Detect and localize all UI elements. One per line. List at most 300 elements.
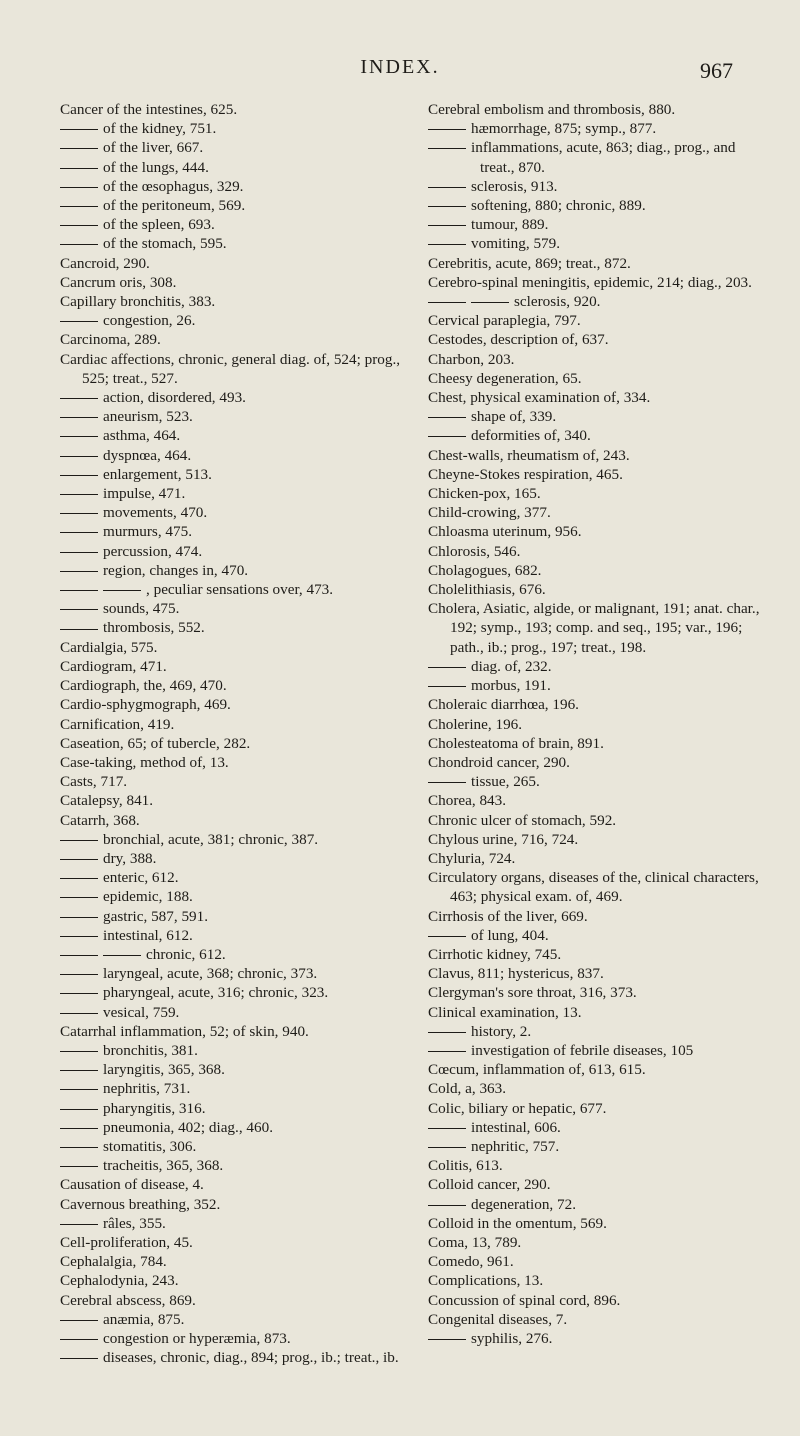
repeat-dash	[103, 590, 141, 591]
entry-text: of the lungs, 444.	[103, 158, 209, 176]
repeat-dash	[428, 1339, 466, 1340]
index-entry	[428, 1156, 773, 1175]
entry-text: Catalepsy, 841.	[60, 792, 154, 810]
entry-text: Chloasma uterinum, 956.	[428, 523, 582, 541]
repeat-dash	[428, 1205, 466, 1206]
index-entry	[428, 350, 773, 369]
index-subentry	[90, 599, 405, 618]
index-subentry	[90, 522, 405, 541]
entry-text: Clergyman's sore throat, 316, 373.	[428, 984, 637, 1002]
repeat-dash	[60, 1358, 98, 1359]
index-subentry	[90, 618, 405, 637]
entry-text: Cheesy degeneration, 65.	[428, 369, 582, 387]
entry-text: tumour, 889.	[471, 216, 549, 234]
repeat-dash	[428, 1051, 466, 1052]
entry-text: laryngeal, acute, 368; chronic, 373.	[103, 965, 318, 983]
entry-text: aneurism, 523.	[103, 408, 193, 426]
repeat-dash	[60, 1147, 98, 1148]
entry-text: chronic, 612.	[146, 945, 226, 963]
entry-text: Carnification, 419.	[60, 715, 175, 733]
repeat-dash	[60, 590, 98, 591]
repeat-dash	[428, 667, 466, 668]
entry-text: Cerebro-spinal meningitis, epidemic, 214; diag., 203.	[428, 273, 752, 291]
index-subentry	[90, 446, 405, 465]
entry-text: degeneration, 72.	[471, 1195, 577, 1213]
index-subentry	[458, 1118, 773, 1137]
entry-text: Cephalalgia, 784.	[60, 1253, 167, 1271]
entry-text: Cestodes, description of, 637.	[428, 331, 609, 349]
index-entry	[428, 599, 773, 657]
entry-text: of the œsophagus, 329.	[103, 177, 244, 195]
repeat-dash	[471, 302, 509, 303]
repeat-dash	[60, 1320, 98, 1321]
index-subentry	[458, 926, 773, 945]
entry-text: congestion, 26.	[103, 312, 196, 330]
entry-text: murmurs, 475.	[103, 523, 193, 541]
repeat-dash	[60, 955, 98, 956]
repeat-dash	[428, 206, 466, 207]
index-subentry	[90, 215, 405, 234]
index-subentry	[120, 945, 405, 964]
entry-text: Cardiac affections, chronic, general diag. of, 524; prog., 525; treat., 527.	[60, 350, 401, 387]
index-subentry	[458, 772, 773, 791]
entry-text: diag. of, 232.	[471, 657, 552, 675]
index-entry	[428, 522, 773, 541]
index-entry	[60, 1252, 405, 1271]
repeat-dash	[428, 187, 466, 188]
index-subentry	[90, 964, 405, 983]
index-entry	[428, 1214, 773, 1233]
repeat-dash	[428, 244, 466, 245]
entry-text: intestinal, 606.	[471, 1118, 561, 1136]
index-entry	[428, 1271, 773, 1290]
index-subentry	[90, 907, 405, 926]
entry-text: history, 2.	[471, 1022, 532, 1040]
entry-text: Colloid in the omentum, 569.	[428, 1214, 607, 1232]
index-entry	[60, 1022, 405, 1041]
entry-text: bronchial, acute, 381; chronic, 387.	[103, 830, 319, 848]
index-entry	[60, 1291, 405, 1310]
repeat-dash	[60, 417, 98, 418]
entry-text: Cold, a, 363.	[428, 1080, 507, 1098]
entry-text: Catarrhal inflammation, 52; of skin, 940.	[60, 1022, 309, 1040]
index-entry	[428, 1079, 773, 1098]
index-entry	[428, 964, 773, 983]
entry-text: Congenital diseases, 7.	[428, 1310, 568, 1328]
entry-text: Cavernous breathing, 352.	[60, 1195, 221, 1213]
index-subentry	[458, 657, 773, 676]
repeat-dash	[60, 1128, 98, 1129]
repeat-dash	[428, 148, 466, 149]
entry-text: Cancrum oris, 308.	[60, 273, 177, 291]
repeat-dash	[428, 225, 466, 226]
index-entry	[428, 849, 773, 868]
entry-text: of lung, 404.	[471, 926, 549, 944]
entry-text: Cardiogram, 471.	[60, 657, 167, 675]
index-subentry	[458, 1137, 773, 1156]
index-entry	[428, 273, 773, 292]
index-subentry	[90, 177, 405, 196]
repeat-dash	[60, 936, 98, 937]
entry-text: movements, 470.	[103, 504, 208, 522]
repeat-dash	[428, 436, 466, 437]
repeat-dash	[60, 609, 98, 610]
index-subentry	[90, 1156, 405, 1175]
entry-text: tissue, 265.	[471, 773, 540, 791]
index-entry	[428, 446, 773, 465]
entry-text: enteric, 612.	[103, 869, 179, 887]
index-entry	[60, 100, 405, 119]
entry-text: shape of, 339.	[471, 408, 557, 426]
entry-text: asthma, 464.	[103, 427, 181, 445]
entry-text: sounds, 475.	[103, 600, 180, 618]
index-entry	[428, 1310, 773, 1329]
index-entry	[60, 638, 405, 657]
repeat-dash	[60, 629, 98, 630]
entry-text: Complications, 13.	[428, 1272, 544, 1290]
index-subentry	[90, 926, 405, 945]
entry-text: Cholerine, 196.	[428, 715, 523, 733]
entry-text: Cardialgia, 575.	[60, 638, 158, 656]
index-subentry	[458, 1195, 773, 1214]
entry-text: Cephalodynia, 243.	[60, 1272, 179, 1290]
entry-text: Cirrhotic kidney, 745.	[428, 945, 562, 963]
index-subentry	[90, 1079, 405, 1098]
index-subentry	[90, 1137, 405, 1156]
entry-text: Coma, 13, 789.	[428, 1233, 522, 1251]
index-entry	[428, 830, 773, 849]
index-entry	[428, 907, 773, 926]
entry-text: Cholesteatoma of brain, 891.	[428, 734, 604, 752]
repeat-dash	[60, 436, 98, 437]
entry-text: Carcinoma, 289.	[60, 331, 161, 349]
repeat-dash	[60, 859, 98, 860]
entry-text: anæmia, 875.	[103, 1310, 185, 1328]
entry-text: stomatitis, 306.	[103, 1137, 197, 1155]
entry-text: region, changes in, 470.	[103, 561, 249, 579]
index-entry	[60, 1195, 405, 1214]
index-entry	[60, 811, 405, 830]
index-entry	[428, 695, 773, 714]
index-entry	[60, 292, 405, 311]
index-subentry	[90, 234, 405, 253]
index-subentry	[458, 407, 773, 426]
index-subentry	[90, 138, 405, 157]
entry-text: Cancer of the intestines, 625.	[60, 101, 238, 118]
index-subentry	[90, 561, 405, 580]
index-entry	[428, 945, 773, 964]
repeat-dash	[60, 244, 98, 245]
entry-text: Cardiograph, the, 469, 470.	[60, 677, 227, 695]
repeat-dash	[60, 532, 98, 533]
index-entry	[60, 791, 405, 810]
repeat-dash	[60, 1109, 98, 1110]
entry-text: Capillary bronchitis, 383.	[60, 293, 216, 311]
repeat-dash	[60, 168, 98, 169]
entry-text: Cerebritis, acute, 869; treat., 872.	[428, 254, 631, 272]
index-entry	[428, 791, 773, 810]
entry-text: Cholagogues, 682.	[428, 561, 542, 579]
repeat-dash	[60, 1224, 98, 1225]
index-entry	[428, 1252, 773, 1271]
index-entry	[60, 734, 405, 753]
entry-text: Chlorosis, 546.	[428, 542, 521, 560]
index-entry	[60, 1271, 405, 1290]
index-subentry	[90, 868, 405, 887]
index-subentry	[458, 1022, 773, 1041]
index-entry	[428, 330, 773, 349]
repeat-dash	[60, 148, 98, 149]
repeat-dash	[428, 417, 466, 418]
entry-text: gastric, 587, 591.	[103, 907, 209, 925]
entry-text: Chronic ulcer of stomach, 592.	[428, 811, 617, 829]
entry-text: Chorea, 843.	[428, 792, 507, 810]
entry-text: Chyluria, 724.	[428, 849, 516, 867]
index-subentry	[90, 465, 405, 484]
index-column-left	[60, 100, 405, 1367]
index-entry	[428, 1233, 773, 1252]
index-subentry	[90, 1041, 405, 1060]
index-entry	[428, 1291, 773, 1310]
index-subentry	[458, 138, 773, 176]
index-entry	[428, 311, 773, 330]
index-subentry	[90, 388, 405, 407]
entry-text: action, disordered, 493.	[103, 389, 246, 407]
repeat-dash	[60, 917, 98, 918]
entry-text: Cœcum, inflammation of, 613, 615.	[428, 1061, 646, 1079]
repeat-dash	[60, 552, 98, 553]
entry-text: Casts, 717.	[60, 773, 128, 791]
index-entry	[428, 254, 773, 273]
index-entry	[428, 542, 773, 561]
entry-text: Cerebral abscess, 869.	[60, 1291, 196, 1309]
entry-text: diseases, chronic, diag., 894; prog., ib.; treat., ib.	[103, 1349, 399, 1367]
index-entry	[60, 330, 405, 349]
entry-text: râles, 355.	[103, 1214, 166, 1232]
entry-text: Cervical paraplegia, 797.	[428, 312, 581, 330]
index-subentry	[90, 1310, 405, 1329]
repeat-dash	[60, 321, 98, 322]
entry-text: Caseation, 65; of tubercle, 282.	[60, 734, 251, 752]
entry-text: bronchitis, 381.	[103, 1041, 198, 1059]
entry-text: percussion, 474.	[103, 542, 203, 560]
index-subentry	[90, 983, 405, 1002]
entry-text: , peculiar sensations over, 473.	[146, 581, 334, 599]
repeat-dash	[60, 129, 98, 130]
entry-text: Chylous urine, 716, 724.	[428, 830, 579, 848]
repeat-dash	[60, 1089, 98, 1090]
index-subentry	[458, 196, 773, 215]
entry-text: Cirrhosis of the liver, 669.	[428, 907, 588, 925]
entry-text: nephritis, 731.	[103, 1080, 191, 1098]
index-subentry	[90, 311, 405, 330]
index-entry	[60, 1175, 405, 1194]
index-entry	[60, 273, 405, 292]
index-entry	[428, 484, 773, 503]
entry-text: morbus, 191.	[471, 677, 551, 695]
entry-text: sclerosis, 913.	[471, 177, 558, 195]
index-subentry	[90, 1003, 405, 1022]
index-subentry	[458, 1329, 773, 1348]
entry-text: Cardio-sphygmograph, 469.	[60, 696, 231, 714]
entry-text: Case-taking, method of, 13.	[60, 753, 229, 771]
repeat-dash	[60, 974, 98, 975]
entry-text: syphilis, 276.	[471, 1330, 553, 1347]
entry-text: Concussion of spinal cord, 896.	[428, 1291, 621, 1309]
entry-text: of the kidney, 751.	[103, 120, 217, 138]
repeat-dash	[60, 571, 98, 572]
entry-text: pharyngeal, acute, 316; chronic, 323.	[103, 984, 329, 1002]
entry-text: Cholera, Asiatic, algide, or malignant, 191; anat. char., 192; symp., 193; comp. and seq., 195; var., 196; path., ib.; prog., 197; treat., 198.	[428, 600, 760, 656]
index-subentry	[90, 1329, 405, 1348]
index-entry	[428, 1099, 773, 1118]
index-entry	[428, 561, 773, 580]
repeat-dash	[60, 187, 98, 188]
index-subentry	[90, 1099, 405, 1118]
entry-text: investigation of febrile diseases, 105	[471, 1041, 694, 1059]
repeat-dash	[60, 878, 98, 879]
index-entry	[60, 695, 405, 714]
entry-text: intestinal, 612.	[103, 926, 193, 944]
repeat-dash	[60, 513, 98, 514]
index-entry	[428, 580, 773, 599]
index-entry	[428, 465, 773, 484]
index-subentry	[90, 542, 405, 561]
entry-text: Cheyne-Stokes respiration, 465.	[428, 465, 623, 483]
index-subentry	[90, 503, 405, 522]
index-entry	[428, 1175, 773, 1194]
repeat-dash	[60, 840, 98, 841]
entry-text: Clavus, 811; hystericus, 837.	[428, 965, 604, 983]
index-entry	[428, 811, 773, 830]
entry-text: Cholelithiasis, 676.	[428, 581, 546, 599]
entry-text: Clinical examination, 13.	[428, 1003, 582, 1021]
entry-text: vesical, 759.	[103, 1003, 180, 1021]
repeat-dash	[60, 993, 98, 994]
index-entry	[60, 772, 405, 791]
entry-text: impulse, 471.	[103, 485, 186, 503]
index-subentry	[458, 676, 773, 695]
index-entry	[60, 715, 405, 734]
index-subentry	[90, 158, 405, 177]
index-entry	[428, 100, 773, 119]
entry-text: Colloid cancer, 290.	[428, 1176, 551, 1194]
entry-text: deformities of, 340.	[471, 427, 591, 445]
entry-text: Child-crowing, 377.	[428, 504, 551, 522]
entry-text: pharyngitis, 316.	[103, 1099, 206, 1117]
index-entry	[428, 868, 773, 906]
entry-text: laryngitis, 365, 368.	[103, 1061, 225, 1079]
repeat-dash	[428, 302, 466, 303]
entry-text: thrombosis, 552.	[103, 619, 205, 637]
index-subentry	[90, 887, 405, 906]
index-subentry	[90, 1060, 405, 1079]
repeat-dash	[428, 782, 466, 783]
repeat-dash	[428, 686, 466, 687]
entry-text: softening, 880; chronic, 889.	[471, 197, 646, 215]
index-subentry	[120, 580, 405, 599]
index-entry	[428, 715, 773, 734]
index-entry	[60, 657, 405, 676]
index-column-right	[428, 100, 773, 1348]
repeat-dash	[60, 1070, 98, 1071]
index-subentry	[90, 196, 405, 215]
entry-text: Choleraic diarrhœa, 196.	[428, 696, 579, 714]
index-subentry	[90, 1118, 405, 1137]
repeat-dash	[60, 1013, 98, 1014]
entry-text: sclerosis, 920.	[514, 293, 601, 311]
repeat-dash	[428, 936, 466, 937]
entry-text: Colic, biliary or hepatic, 677.	[428, 1099, 607, 1117]
entry-text: Colitis, 613.	[428, 1157, 503, 1175]
index-entry	[428, 369, 773, 388]
repeat-dash	[60, 494, 98, 495]
entry-text: Charbon, 203.	[428, 350, 515, 368]
entry-text: pneumonia, 402; diag., 460.	[103, 1118, 273, 1136]
entry-text: Cell-proliferation, 45.	[60, 1233, 193, 1251]
index-subentry	[458, 119, 773, 138]
entry-text: dry, 388.	[103, 849, 157, 867]
index-subentry	[90, 830, 405, 849]
repeat-dash	[60, 897, 98, 898]
repeat-dash	[428, 1147, 466, 1148]
entry-text: of the peritoneum, 569.	[103, 197, 246, 215]
page-title: INDEX.	[360, 56, 440, 78]
index-entry	[428, 1060, 773, 1079]
entry-text: of the liver, 667.	[103, 139, 204, 157]
index-subentry	[90, 1348, 405, 1367]
entry-text: of the stomach, 595.	[103, 235, 227, 253]
index-entry	[428, 388, 773, 407]
entry-text: dyspnœa, 464.	[103, 446, 192, 464]
index-entry	[60, 676, 405, 695]
repeat-dash	[60, 206, 98, 207]
index-entry	[60, 753, 405, 772]
entry-text: tracheitis, 365, 368.	[103, 1157, 224, 1175]
index-subentry	[488, 292, 773, 311]
index-subentry	[458, 426, 773, 445]
index-subentry	[90, 849, 405, 868]
index-entry	[428, 1003, 773, 1022]
repeat-dash	[428, 1032, 466, 1033]
index-entry	[60, 1233, 405, 1252]
entry-text: Catarrh, 368.	[60, 811, 140, 829]
entry-text: Chest-walls, rheumatism of, 243.	[428, 446, 630, 464]
index-subentry	[90, 484, 405, 503]
repeat-dash	[428, 1128, 466, 1129]
repeat-dash	[103, 955, 141, 956]
index-subentry	[458, 234, 773, 253]
index-entry	[428, 734, 773, 753]
entry-text: Circulatory organs, diseases of the, clinical characters, 463; physical exam. of, 469.	[428, 869, 759, 906]
repeat-dash	[60, 225, 98, 226]
index-entry	[428, 503, 773, 522]
repeat-dash	[60, 1339, 98, 1340]
entry-text: of the spleen, 693.	[103, 216, 215, 234]
entry-text: nephritic, 757.	[471, 1137, 560, 1155]
entry-text: Cancroid, 290.	[60, 254, 150, 272]
index-entry	[428, 983, 773, 1002]
index-entry	[428, 753, 773, 772]
entry-text: Comedo, 961.	[428, 1253, 514, 1271]
entry-text: enlargement, 513.	[103, 465, 212, 483]
index-subentry	[90, 1214, 405, 1233]
entry-text: vomiting, 579.	[471, 235, 561, 253]
index-subentry	[90, 426, 405, 445]
repeat-dash	[428, 129, 466, 130]
entry-text: hæmorrhage, 875; symp., 877.	[471, 120, 657, 138]
index-subentry	[90, 407, 405, 426]
